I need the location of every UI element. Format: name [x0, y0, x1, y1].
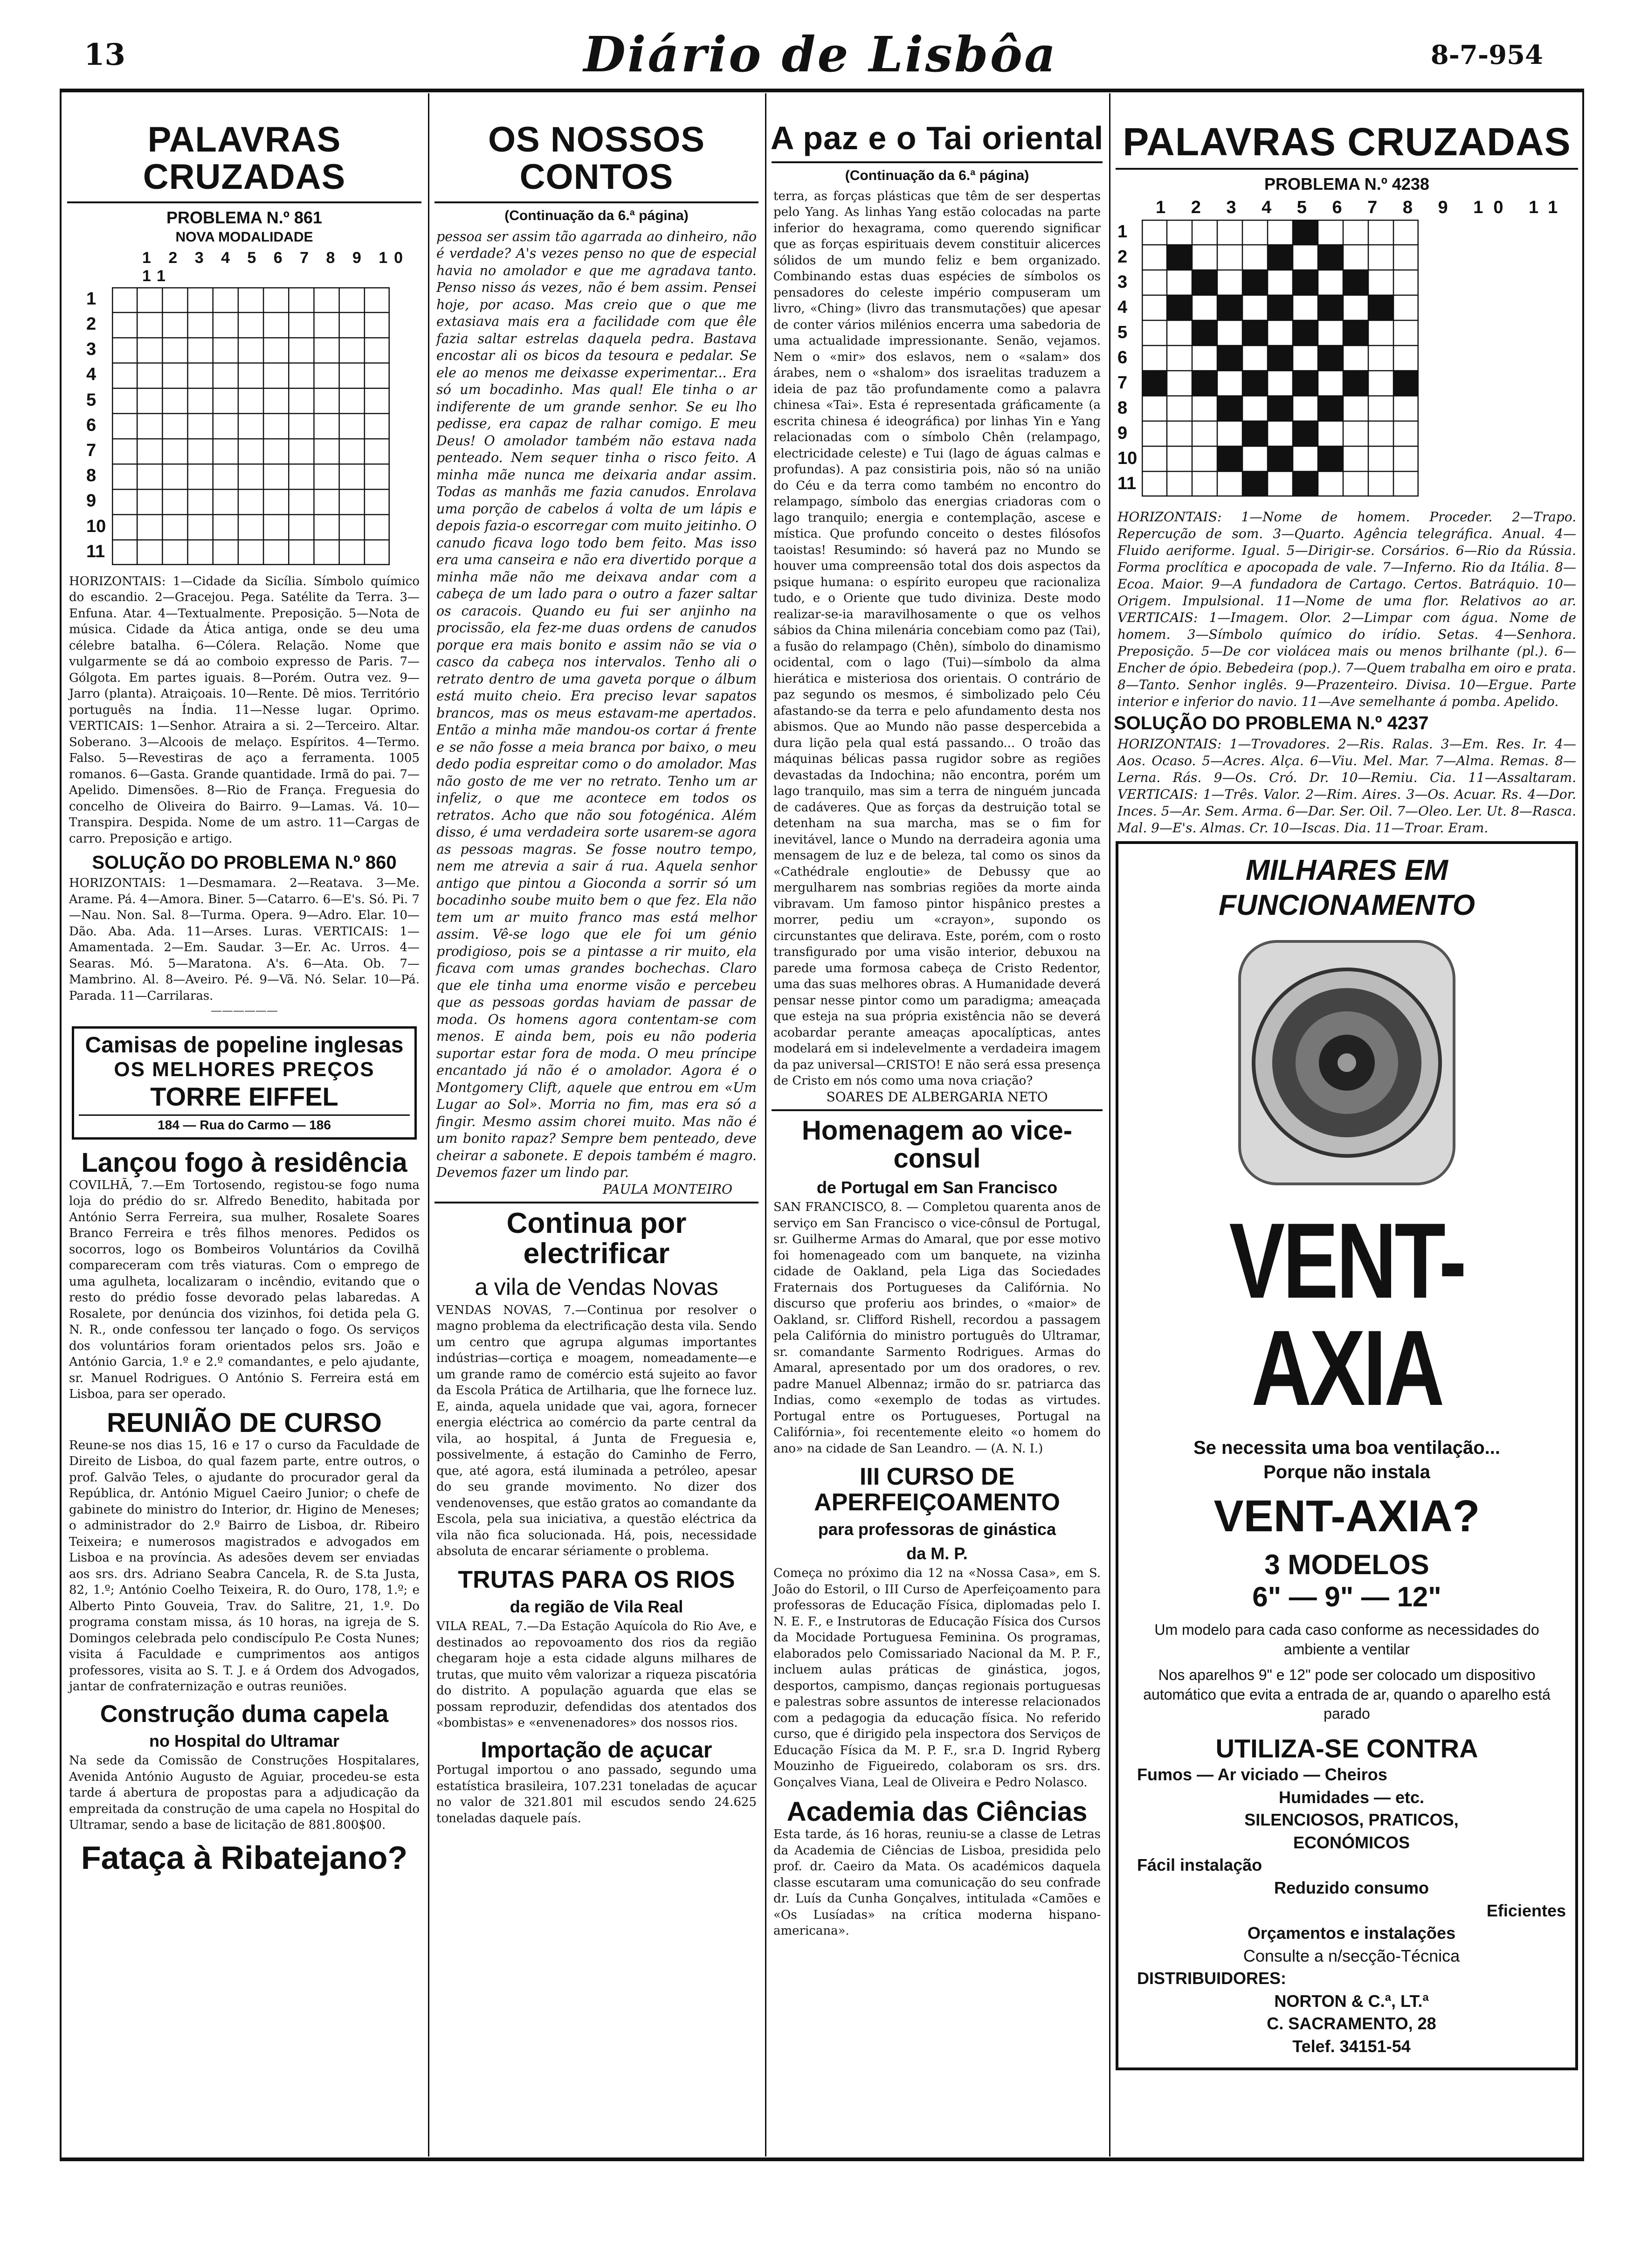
article-homage-subheadline: de Portugal em San Francisco — [816, 1178, 1058, 1197]
article-gym-subheadline-2: da M. P. — [906, 1544, 968, 1563]
ad-line-1: Fumos — Ar viciado — Cheiros — [1137, 1764, 1387, 1784]
ad-question: VENT-AXIA? — [1214, 1491, 1480, 1541]
peace-article-body: terra, as forças plásticas que têm de ser despertas pelo Yang. As linhas Yang estão colocadas na parte inferior do hexagrama, como querendo significar que as forças espirituais devem constituir alicerces sólidos de um mundo feliz e bem organizado. Combinando estas duas espécies de símbolos os pensadores do celeste império compuseram um livro, «Ching» (livro das transmutações) que apesar de conter vários milénios encerra uma sabedoria de uma actualidade impressionante. Senão, vejamos. Nem o «mir» dos eslavos, nem o «salam» dos árabes, nem o «shalom» dos israelitas traduzem a ideia de paz tão profundamente como a palavra chinesa «Tai». Esta é representada gráficamente (a escrita chinesa é ideográfica) por linhas Yin e Yang relacionadas com o símbolo Chên (relampago, electricidade celeste) e Tui (lago de águas calmas e profundas). A paz consistiria pois, não só na união do Céu e da terra como também no encontro do relampago, símbolo das energias criadoras com o lago tranquilo; energia e contemplação, ascese e mística. Que profundo conceito o destes filósofos taoistas! Resumindo: só haverá paz no Mundo se houver uma compreensão total dos dois aspectos da psique humana: o espírito europeu que racionaliza tudo, e o Oriente que tudo diviniza. Deste modo realizar-se-ia maravilhosamente o que os velhos sábios da China milenária concebiam como paz (Tai), a fusão do relampago (Chên), símbolo do dinamismo ocidental, com o lago (Tui)—símbolo da alma hierática e misteriosa dos orientais. O contrário de paz segundo os mesmos, é simbolizado pelo Céu afastando-se da terra e pelo afundamento desta nos abismos. Que ao Mundo não passe despercebida a dura lição pela qual está passando... O troão das máquinas bélicas passa rugidor sobre as regiões devastadas da Indochina; não encontra, porém um lago tranquilo, mas sim a terra de ninguém juncada de cadáveres. Que as forças da destruição total se detenham na sua marcha, mas se o fim for inevitável, lance o Mundo na derradeira agonia uma mensagem de luz e de beleza, tal como os sinos da «Cathédrale engloutie» de Debussy que ao mergulharem nas sombrias regiões da morte ainda vibravam. Um famoso pintor hispânico prestes a morrer, pediu um «crayon», supondo os circunstantes que delirava. Este, porém, com o rosto transfigurado por uma visão interior, debuxou na parede uma formosa cabeça de Cristo Redentor, uma das suas melhores obras. A Humanidade deverá pensar nesse pintor como um paradigma; ameaçada que esteja na sua própria existência não se deverá acobardar perante ameaças apocalípticas, antes modelará em si indelevelmente a verdadeira imagem da paz universal—CRISTO! E não será essa presença de Cristo em nós como uma nova criação? — [773, 189, 1101, 1088]
grid-black-cell — [1242, 421, 1268, 446]
ad-sizes: 6" — 9" — 12" — [1252, 1581, 1441, 1612]
article-homage-body: SAN FRANCISCO, 8. — Completou quarenta anos de serviço em San Francisco o vice-cônsul de Portugal, sr. Guilherme Armas do Amaral, que por esse motivo foi homenageado com um banquete, na vizinha cidade de Oakland, pela Liga das Sociedades Fraternais dos Portugueses da Califórnia. No discurso que proferiu aos brindes, o «maior» de Oakland, sr. Clifford Rishell, recordou a passagem pela Califórnia do ministro português do Ultramar, sr. comandante Sarmento Rodrigues. Armas do Amaral, apresentado por um dos oradores, o rev. padre Manuel Albennaz; irmão do sr. patriarca das Indias, como «exemplo de todas as virtudes. Portugal entre os Portugueses, Portugal na Califórnia», foi recentemente eleito «o homem do ano» na cidade de San Leandro. — (A. N. I.) — [773, 1200, 1101, 1456]
grid-black-cell — [1343, 371, 1368, 396]
grid-black-cell — [1242, 320, 1268, 346]
grid-black-cell — [1293, 421, 1318, 446]
solution-title: SOLUÇÃO DO PROBLEMA N.º 860 — [92, 852, 397, 873]
ad-line-8: Orçamentos e instalações — [1247, 1923, 1456, 1943]
grid-black-cell — [1343, 270, 1368, 295]
grid-row-number: 9 — [1117, 423, 1128, 443]
grid-row-number: 1 — [86, 289, 97, 309]
story-author: PAULA MONTEIRO — [602, 1181, 732, 1197]
article-chapel-body: Na sede da Comissão de Construções Hospitalares, Avenida António Augusto de Aguiar, procedeu-se esta tarde á abertura de propostas para a adjudicação da empreitada da construção de uma capela no Hospital do Ultramar, sendo a base de licitação de 881.800$00. — [69, 1754, 420, 1832]
peace-article-title: A paz e o Tai oriental — [770, 120, 1104, 156]
grid-row-number: 4 — [1117, 297, 1128, 317]
grid-row-number: 10 — [1117, 448, 1138, 468]
grid-row-number: 6 — [1117, 347, 1128, 367]
ad-store-name: TORRE EIFFEL — [150, 1081, 338, 1111]
article-gym-subheadline-1: para professoras de ginástica — [818, 1520, 1056, 1539]
grid-row-number: 10 — [86, 516, 106, 536]
grid-black-cell — [1217, 446, 1242, 471]
article-chapel-subheadline: no Hospital do Ultramar — [149, 1731, 340, 1751]
grid-row-number: 3 — [1117, 272, 1128, 292]
ad-phone: Telef. 34151-54 — [1292, 2037, 1411, 2056]
crossword-clues: HORIZONTAIS: 1—Cidade da Sicília. Símbolo químico do escandio. 2—Gracejou. Pega. Satélite da Terra. 3—Enfuna. Atar. 4—Textualmente. Preposição. 5—Nota de música. Cidade da Ática antiga, onde se deu uma célebre batalha. 6—Cólera. Relação. Nome que vulgarmente se dá ao comboio expresso de Paris. 7—Gólgota. Em partes iguais. 8—Porém. Outra vez. 9—Jarro (planta). Atraiçoais. 10—Rente. Dê mios. Território português na Índia. 11—Nesse lugar. Oprimo. VERTICAIS: 1—Senhor. Atraira a si. 2—Terceiro. Altar. Soberano. 3—Alcoois de melaço. Espíritos. 4—Termo. Falso. 5—Revestiras de aço a ferramenta. 1005 romanos. 6—Gasta. Grande quantidade. Irmã do pai. 7—Apelido. Dimensões. 8—Rio de França. Freguesia do concelho de Oliveira do Bairro. 9—Lamas. Vá. 10—Transpira. Despida. Nome de um astro. 11—Cargas de carro. Preposição e artigo. — [69, 574, 420, 846]
article-chapel-headline: Construção duma capela — [100, 1700, 389, 1728]
newspaper-title: Diário de Lisbôa — [583, 26, 1058, 83]
grid-black-cell — [1192, 270, 1217, 295]
crossword-grid-wrap — [86, 287, 423, 567]
column-4 — [1114, 93, 1580, 2157]
ad-text-2: Porque não instala — [1263, 1461, 1430, 1482]
grid-black-cell — [1293, 371, 1318, 396]
grid-row-number: 7 — [1117, 373, 1128, 393]
solution-text: HORIZONTAIS: 1—Desmamara. 2—Reatava. 3—Me. Arame. Pá. 4—Amora. Biner. 5—Catarro. 6—E's. Só. Pi. 7—Nau. Non. Sal. 8—Turma. Opera. 9—Adro. Elar. 10—Dão. Aba. Ada. 11—Arses. Luras. VERTICAIS: 1—Amamentada. 2—Em. Saudar. 3—Er. Ac. Urros. 4—Searas. Mó. 5—Maratona. A's. 6—Ata. Ob. 7—Mambrino. Al. 8—Aveiro. Pé. 9—Vã. Nó. Selar. 10—Pá. Parada. 11—Carrilaras. — [69, 876, 420, 1003]
continuation-note: (Continuação da 6.ª página) — [504, 207, 689, 223]
grid-black-cell — [1268, 446, 1293, 471]
article-sugar-body: Portugal importou o ano passado, segundo uma estatística brasileira, 107.231 toneladas de açucar no valor de 321.801 mil escudos sendo 24.625 toneladas daquele país. — [436, 1763, 757, 1825]
ad-address: 184 — Rua do Carmo — 186 — [79, 1114, 410, 1133]
ad-line-7: Eficientes — [1486, 1901, 1566, 1920]
column-3 — [770, 93, 1104, 2157]
crossword-modality: NOVA MODALIDADE — [175, 229, 313, 245]
grid-row-number: 8 — [1117, 398, 1128, 418]
grid-black-cell — [1293, 220, 1318, 245]
ad-text-1: Se necessita uma boa ventilação... — [1193, 1437, 1501, 1458]
grid-black-cell — [1318, 245, 1343, 270]
peace-article-author: SOARES DE ALBERGARIA NETO — [826, 1089, 1048, 1105]
divider — [434, 1202, 758, 1203]
grid-row-number: 7 — [86, 441, 97, 461]
crossword-grid-wrap-2 — [1117, 220, 1580, 498]
grid-row-number: 11 — [1117, 473, 1137, 493]
ad-line-4: ECONÓMICOS — [1293, 1832, 1410, 1852]
divider — [1116, 168, 1578, 170]
ad-brand: VENT-AXIA — [1229, 1200, 1465, 1428]
ad-address: C. SACRAMENTO, 28 — [1267, 2014, 1436, 2033]
column-rule — [1109, 93, 1110, 2157]
story-body: pessoa ser assim tão agarrada ao dinheiro, não é verdade? A's vezes penso no que de especial havia no amolador e que me agradava tanto. Penso nisso ás vezes, não é bem assim. Pensei hoje, por acaso. Mas creio que o que me extasiava mais era a facilidade com que êle fazia saltar estrelas daquela pedra. Bastava encostar ali os bicos da tesoura e pedalar. Se ele ao menos me deixasse experimentar... Era só um bocadinho. Mas qual! Ele tinha o ar indiferente de um grande senhor. Se eu lho pedisse, era capaz de ralhar comigo. E meu Deus! O amolador também não estava nada penteado. Nem sequer tinha o risco feito. A minha mãe nunca me deixaria andar assim. Todas as manhãs me fazia canudos. Enrolava uma porção de cabelos á volta de um lápis e depois fazia-o escorregar com muito jeitinho. O canudo ficava logo todo bem feito. Mas isso era uma canseira e não era divertido porque a minha mãe não me deixava andar com a cabeça de um lado para o outro a fazer saltar os caracois. Quando eu fui ser anjinho na procissão, ela fez-me duas ordens de canudos porque era mais bonito e assim não se via o casco da cabeça nos intervalos. Tenho ali o retrato dentro de uma gaveta porque o álbum está muito cheio. Era preciso levar sapatos brancos, mas os meus estavam-me apertados. Então a minha mãe mandou-os cortar á frente e se não fosse a meia branca por baixo, o meu dedo podia espreitar como o do amolador. Mas não gosto de me ver no retrato. Tenho um ar infeliz, o que me acontece em todos os retratos. Acho que não sou fotogénica. Além disso, é uma verdadeira sorte usarem-se agora as pessoas magras. Se fosse noutro tempo, nem me atrevia a sair á rua. Aquela senhor antigo que pintou a Gioconda a sorrir só um bocadinho soube muito bem o que fez. Ela não tem um ar muito franco mas está melhor assim. Vê-se logo que ele foi um génio prodigioso, pois se a pintasse a rir muito, ela ficava com umas grandes bochechas. Claro que ele tinha uma enorme visão e percebeu que as pessoas gordas haviam de passar de moda. Os homens agora contentam-se com menos. E ainda bem, pois eu não poderia suportar estar fora de moda. O meu príncipe encantado já não é o amolador. Agora é o Montgomery Clift, aquele que entrou em «Um Lugar ao Sol». Morria no fim, mas era só a fingir. Mesmo assim chorei muito. Mas não é um bonito rapaz? Sempre bem penteado, deve cheirar a sabonete. E depois também é magro. Devemos fazer um lindo par. — [436, 228, 757, 1181]
grid-black-cell — [1268, 295, 1293, 320]
grid-black-cell — [1268, 346, 1293, 371]
solution-title-2: SOLUÇÃO DO PROBLEMA N.º 4237 — [1114, 713, 1429, 734]
article-academy-headline: Academia das Ciências — [786, 1797, 1088, 1827]
column-rule — [428, 93, 429, 2157]
ad-line-3: SILENCIOSOS, PRATICOS, — [1244, 1810, 1459, 1830]
article-fire-body: COVILHÃ, 7.—Em Tortosendo, registou-se fogo numa loja do prédio do sr. Alfredo Benedito, habitada por António Serra Ferreira, sua mulher, Rosalete Soares Branco Ferreira e três filhos menores. Pedidos os socorros, logo os Bombeiros Voluntários da Covilhã compareceram com três viaturas. Com o emprego de uma agulheta, localizaram o incêndio, evitando que o resto do prédio fosse devorado pelas labaredas. A Rosalete, por denúncia dos vizinhos, foi detida pela G. N. R., onde confessou ter lançado o fogo. Os serviços dos voluntários foram orientados pelos srs. João e António Garcia, 1.º e 2.º comandantes, e pelo ajudante, sr. Manuel Rodrigues. O António S. Ferreira está em Lisboa, para ser operado. — [69, 1178, 420, 1402]
article-gym-body: Começa no próximo dia 12 na «Nossa Casa», em S. João do Estoril, o III Curso de Aperfeiçoamento para professoras de Educação Física, diplomadas pelo I. N. E. F., e Instrutoras de Educação Física dos Cursos da Mocidade Portuguesa Feminina. Os programas, elaborados pelo Comissariado Nacional da M. P. F., incluem aulas práticas de ginástica, jogos, desportos, campismo, danças regionais portuguesas e palestras sobre assuntos de interesse relacionados com a pedagogia da educação física. No referido curso, que é dirigido pela inspectora dos Serviços de Educação Física da M. P. F., sr.a D. Ingrid Ryberg Mouzinho de Figueiredo, colaboram os srs. drs. Gonçalves Viana, Leal de Oliveira e Pedro Nolasco. — [773, 1566, 1101, 1790]
crossword-title: PALAVRAS CRUZADAS — [143, 120, 346, 197]
grid-black-cell — [1293, 270, 1318, 295]
grid-black-cell — [1318, 346, 1343, 371]
ad-headline: MILHARES EM FUNCIONAMENTO — [1219, 854, 1475, 921]
crossword-grid — [112, 287, 390, 565]
grid-black-cell — [1343, 320, 1368, 346]
ad-text-3: Um modelo para cada caso conforme as necessidades do ambiente a ventilar — [1154, 1621, 1539, 1658]
shirt-advertisement — [72, 1026, 417, 1140]
article-course-headline: REUNIÃO DE CURSO — [107, 1407, 382, 1438]
issue-date: 8-7-954 — [1430, 40, 1543, 70]
crossword-problem-number-2: PROBLEMA N.º 4238 — [1264, 174, 1429, 194]
article-fire-headline: Lançou fogo à residência — [81, 1147, 407, 1178]
ad-company: NORTON & C.ª, LT.ª — [1274, 1991, 1429, 2011]
grid-black-cell — [1318, 396, 1343, 421]
ad-headline: Camisas de popeline inglesas — [85, 1033, 404, 1058]
article-homage-headline: Homenagem ao vice-consul — [801, 1115, 1073, 1174]
grid-row-number: 5 — [1117, 322, 1128, 342]
divider — [434, 201, 758, 203]
ad-use-against: UTILIZA-SE CONTRA — [1215, 1733, 1478, 1763]
article-academy-body: Esta tarde, ás 16 horas, reuniu-se a classe de Letras da Academia de Ciências de Lisboa, presidida pelo prof. dr. Caeiro da Mata. Os académicos daquela classe escutaram uma comunicação do seu confrade dr. Luís da Cunha Gonçalves, intitulada «Camões e «Os Lusíadas» na crítica moderna hispano-americana». — [773, 1827, 1101, 1938]
bottom-headline: Fataça à Ribatejano? — [81, 1839, 408, 1876]
grid-black-cell — [1268, 396, 1293, 421]
ad-distributors: DISTRIBUIDORES: — [1137, 1969, 1287, 1988]
article-sugar-headline: Importação de açucar — [481, 1737, 712, 1763]
column-rule — [765, 93, 766, 2157]
article-gym-headline: III CURSO DE APERFEIÇOAMENTO — [814, 1463, 1060, 1516]
grid-row-number: 8 — [86, 466, 97, 486]
ad-line-2: Humidades — etc. — [1278, 1787, 1425, 1807]
solution-text-2: HORIZONTAIS: 1—Trovadores. 2—Ris. Ralas. 3—Em. Res. Ir. 4—Aos. Ocaso. 5—Acres. Alça. 6—Viu. Mel. Mar. 7—Alma. Remas. 8—Lerna. Rás. 9—Os. Cró. Dr. 10—Remiu. Cia. 11—Assaltaram. VERTICAIS: 1—Três. Valor. 2—Rim. Aires. 3—Os. Acuar. Rs. 4—Dor. Inces. 5—Ar. Sem. Arma. 6—Dar. Ser. Oil. 7—Oleo. Ler. Ut. 8—Rasca. Mal. 9—E's. Almas. Cr. 10—Iscas. Dia. 11—Troar. Eram. — [1117, 736, 1576, 836]
grid-black-cell — [1318, 446, 1343, 471]
grid-row-number: 6 — [86, 415, 97, 435]
grid-black-cell — [1167, 295, 1192, 320]
crossword-clues-2: HORIZONTAIS: 1—Nome de homem. Proceder. 2—Trapo. Repercução de som. 3—Quarto. Agência telegráfica. Anual. 4—Fluido aeriforme. Igual. 5—Dirigir-se. Corsários. 6—Rio da Rússia. Forma proclítica e apocopada de vale. 7—Inferno. Rio da Itália. 8—Ecoa. Maior. 9—A fundadora de Cartago. Certos. Batráquio. 10—Origem. Impulsional. 11—Nome de uma flor. Relativos ao ar. VERTICAIS: 1—Imagem. Olor. 2—Limpar com água. Nome de homem. 3—Símbolo químico do irídio. Setas. 4—Senhora. Preposição. 5—De cor violácea mais ou menos brilhante (pl.). 6—Encher de ópio. Bebedeira (pop.). 7—Quem trabalha em oiro e prata. 8—Tanto. Senhor inglês. 9—Prazenteiro. Divisa. 10—Ergue. Parte interior e inferior do navio. 11—Ave semelhante á pomba. Apelido. — [1117, 509, 1576, 710]
grid-black-cell — [1192, 320, 1217, 346]
grid-row-number: 5 — [86, 390, 97, 410]
divider — [772, 161, 1103, 163]
grid-black-cell — [1393, 371, 1419, 396]
grid-row-number: 3 — [86, 339, 97, 360]
grid-black-cell — [1293, 320, 1318, 346]
ad-line-6: Reduzido consumo — [1274, 1878, 1429, 1897]
grid-black-cell — [1142, 371, 1167, 396]
grid-black-cell — [1192, 371, 1217, 396]
article-electrification-subheadline: a vila de Vendas Novas — [475, 1273, 718, 1300]
ad-line-9: Consulte a n/secção-Técnica — [1243, 1946, 1460, 1965]
grid-black-cell — [1217, 295, 1242, 320]
grid-row-number: 2 — [1117, 247, 1128, 267]
grid-black-cell — [1242, 471, 1268, 497]
grid-row-number: 4 — [86, 365, 97, 385]
grid-black-cell — [1217, 396, 1242, 421]
divider — [67, 201, 421, 203]
grid-black-cell — [1217, 346, 1242, 371]
grid-row-number: 9 — [86, 491, 97, 511]
divider — [772, 1109, 1103, 1111]
grid-black-cell — [1242, 270, 1268, 295]
vent-axia-advertisement — [1116, 841, 1578, 2070]
crossword-problem-number: PROBLEMA N.º 861 — [166, 207, 322, 227]
grid-black-cell — [1293, 471, 1318, 497]
grid-row-number: 2 — [86, 314, 97, 334]
article-trout-headline: TRUTAS PARA OS RIOS — [458, 1566, 735, 1593]
ad-tagline: OS MELHORES PREÇOS — [114, 1058, 375, 1081]
crossword-column-numbers-2: 1 2 3 4 5 6 7 8 9 10 11 — [1156, 198, 1568, 218]
grid-black-cell — [1268, 245, 1293, 270]
article-trout-body: VILA REAL, 7.—Da Estação Aquícola do Rio Ave, e destinados ao repovoamento dos rios da região chegaram hoje a esta cidade alguns milhares de trutas, que muito vêm valorizar a riqueza piscatória do distrito. A população aguarda que elas se possam reproduzir, defendidas dos atentados dos «bombistas» e «envenenadores» dos nossos rios. — [436, 1619, 757, 1730]
fan-illustration-icon — [1226, 932, 1468, 1193]
ornament: —————— — [211, 1004, 278, 1017]
grid-black-cell — [1318, 295, 1343, 320]
crossword-grid-2 — [1142, 220, 1419, 497]
ad-models: 3 MODELOS — [1264, 1549, 1429, 1580]
ad-text-4: Nos aparelhos 9" e 12" pode ser colocado um dispositivo automático que evita a entrada de ar, quando o aparelho está parado — [1143, 1666, 1551, 1722]
grid-black-cell — [1167, 245, 1192, 270]
article-course-body: Reune-se nos dias 15, 16 e 17 o curso da Faculdade de Direito de Lisboa, do qual fazem parte, entre outros, o prof. Galvão Teles, o ajudante do procurador geral da República, dr. António Miguel Caeiro Junior; o chefe de gabinete do ministro do Interior, dr. Higino de Meneses; o administrador do 2.º Bairro de Lisboa, dr. Ribeiro Teixeira; e numerosos magistrados e advogados em Lisboa e na província. As adesões devem ser enviadas aos srs. drs. Adriano Seabra Cancela, R. de S.ta Justa, 82, 1.º; António Coelho Teixeira, R. do Ouro, 178, 1.º; e Alberto Pinto Gouveia, Trav. do Salitre, 21, 1.º. Do programa constam missa, ás 10 horas, na igreja de S. Domingos celebrada pelo condiscípulo P.e Costa Nunes; visita á Faculdade e cumprimentos aos antigos professores, visita ao S. T. J. e á Ordem dos Advogados, jantar de confraternização e outras reuniões. — [69, 1438, 420, 1694]
grid-black-cell — [1242, 371, 1268, 396]
column-2 — [433, 93, 760, 2157]
crossword-column-numbers: 1 2 3 4 5 6 7 8 9 10 11 — [142, 249, 410, 285]
ad-line-5: Fácil instalação — [1137, 1855, 1262, 1875]
grid-black-cell — [1368, 295, 1393, 320]
article-electrification-headline: Continua por electrificar — [506, 1207, 687, 1270]
grid-row-number: 1 — [1117, 221, 1128, 242]
story-section-title: OS NOSSOS CONTOS — [488, 120, 705, 197]
continuation-note: (Continuação da 6.ª página) — [845, 167, 1029, 183]
crossword-title-2: PALAVRAS CRUZADAS — [1123, 120, 1571, 164]
grid-row-number: 11 — [86, 541, 105, 561]
page-number: 13 — [84, 37, 126, 72]
article-electrification-body: VENDAS NOVAS, 7.—Continua por resolver o magno problema da electrificação desta vila. Sendo um centro que agrupa algumas importantes indústrias—cortiça e moagem, nomeadamente—e um grande ramo de comércio está sujeito ao favor da Escola Prática de Artilharia, que lhe fornece luz. E, ainda, aquela unidade que vai, agora, fornecer energia eléctrica ao comércio da parte central da vila, ao hospital, á Junta de Freguesia e, possivelmente, á estação do Caminho de Ferro, que, até agora, está iluminada a petróleo, apesar do seu grande movimento. No dizer dos vendenovenses, que estão gratos ao comandante da Escola, pela sua iniciativa, a questão eléctrica da vila não fica solucionada. Há, pois, necessidade absoluta de encarar sériamente o problema. — [436, 1303, 757, 1559]
column-1 — [65, 93, 423, 2157]
article-trout-subheadline: da região de Vila Real — [510, 1597, 683, 1617]
grid-frame — [112, 287, 390, 565]
